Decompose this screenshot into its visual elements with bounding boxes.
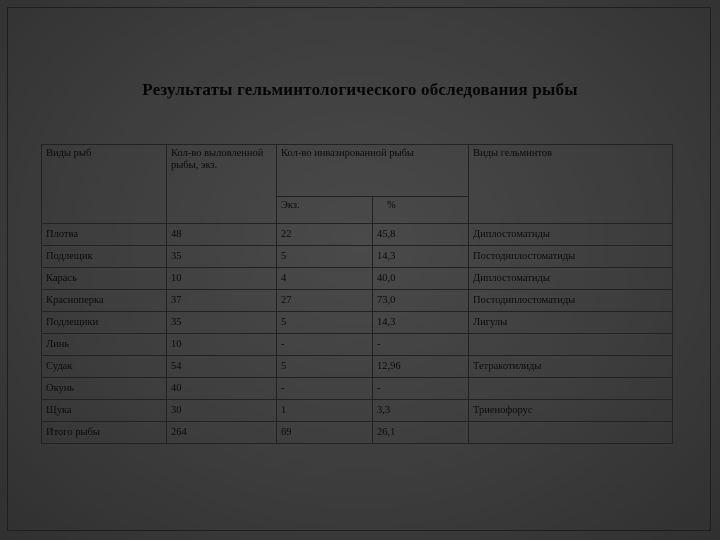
cell-count: -: [277, 378, 373, 400]
header-caught: Кол-во выловленной рыбы, экз.: [167, 145, 277, 224]
cell-caught: 35: [167, 246, 277, 268]
cell-fish: Плотва: [42, 224, 167, 246]
cell-caught: 48: [167, 224, 277, 246]
cell-helminth: Постодиплостоматиды: [469, 290, 673, 312]
cell-fish: Щука: [42, 400, 167, 422]
table-row: [42, 312, 673, 334]
cell-fish: Судак: [42, 356, 167, 378]
cell-count: 69: [277, 422, 373, 444]
cell-percent: -: [373, 378, 469, 400]
results-table: [41, 144, 673, 444]
cell-percent: 3,3: [373, 400, 469, 422]
cell-helminth: Триенофорус: [469, 400, 673, 422]
table-row: [42, 224, 673, 246]
table-row: [42, 290, 673, 312]
table-row: [42, 356, 673, 378]
cell-count: 5: [277, 356, 373, 378]
header-infested: Кол-во инвазированной рыбы: [277, 145, 469, 197]
cell-fish: Карась: [42, 268, 167, 290]
cell-helminth: Диплостоматиды: [469, 268, 673, 290]
header-row: [42, 145, 673, 197]
cell-fish: Окунь: [42, 378, 167, 400]
cell-caught: 40: [167, 378, 277, 400]
cell-percent: -: [373, 334, 469, 356]
cell-helminth: [469, 334, 673, 356]
table-row: [42, 334, 673, 356]
cell-caught: 264: [167, 422, 277, 444]
header-helminths: Виды гельминтов: [469, 145, 673, 224]
cell-helminth: Постодиплостоматиды: [469, 246, 673, 268]
cell-caught: 30: [167, 400, 277, 422]
cell-caught: 10: [167, 334, 277, 356]
table-row: [42, 268, 673, 290]
cell-helminth: [469, 422, 673, 444]
cell-percent: 73,0: [373, 290, 469, 312]
cell-caught: 10: [167, 268, 277, 290]
header-count: Экз.: [277, 197, 373, 224]
cell-caught: 37: [167, 290, 277, 312]
cell-percent: 14,3: [373, 246, 469, 268]
cell-count: 4: [277, 268, 373, 290]
cell-caught: 54: [167, 356, 277, 378]
cell-fish: Подлещик: [42, 246, 167, 268]
cell-count: 5: [277, 246, 373, 268]
cell-helminth: Лигулы: [469, 312, 673, 334]
cell-helminth: Диплостоматиды: [469, 224, 673, 246]
cell-percent: 40,0: [373, 268, 469, 290]
header-percent: %: [373, 197, 469, 224]
cell-helminth: [469, 378, 673, 400]
cell-count: 5: [277, 312, 373, 334]
cell-percent: 14,3: [373, 312, 469, 334]
table-row: [42, 246, 673, 268]
cell-fish: Линь: [42, 334, 167, 356]
cell-caught: 35: [167, 312, 277, 334]
table-body: [42, 224, 673, 444]
table-row: [42, 400, 673, 422]
cell-count: 1: [277, 400, 373, 422]
cell-percent: 45,8: [373, 224, 469, 246]
cell-helminth: Тетракотилиды: [469, 356, 673, 378]
table-row: [42, 378, 673, 400]
cell-count: 27: [277, 290, 373, 312]
cell-fish: Подлещики: [42, 312, 167, 334]
cell-percent: 12,96: [373, 356, 469, 378]
cell-percent: 26,1: [373, 422, 469, 444]
cell-count: 22: [277, 224, 373, 246]
cell-count: -: [277, 334, 373, 356]
cell-fish: Итого рыбы: [42, 422, 167, 444]
slide-title: Результаты гельминтологического обследования рыбы: [142, 80, 578, 99]
header-species: Виды рыб: [42, 145, 167, 224]
cell-fish: Красноперка: [42, 290, 167, 312]
table-row: [42, 422, 673, 444]
